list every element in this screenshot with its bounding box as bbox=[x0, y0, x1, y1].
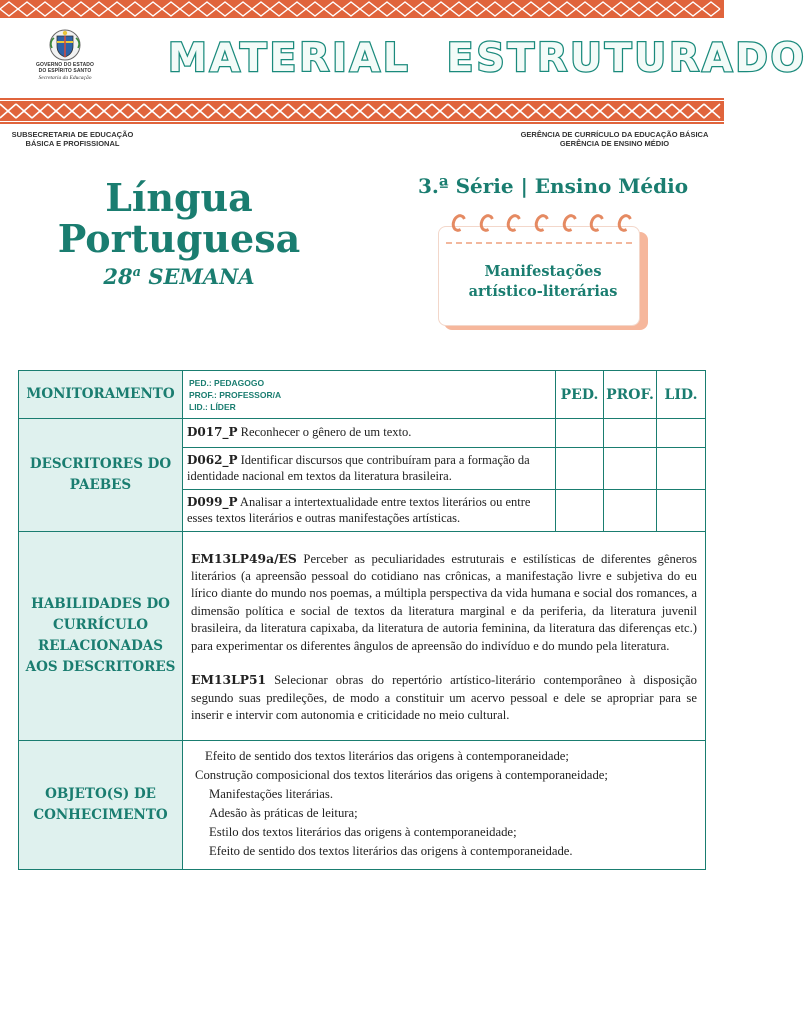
gerencia-line-2: GERÊNCIA DE ENSINO MÉDIO bbox=[559, 139, 670, 148]
habilidades-row bbox=[19, 532, 706, 741]
curriculum-table bbox=[18, 370, 706, 870]
gerencia-line-1: GERÊNCIA DE CURRÍCULO DA EDUCAÇÃO BÁSICA bbox=[520, 130, 709, 139]
topic-line-1: Manifestações bbox=[484, 263, 602, 280]
week-number: 28 bbox=[103, 264, 133, 289]
habilidade-code: EM13LP49a/ES bbox=[191, 550, 297, 566]
subject-title bbox=[54, 175, 304, 289]
spiral-ring-icon bbox=[615, 212, 634, 234]
descritor-text: Identificar discursos que contribuíram para a formação da identidade nacional em textos da literatura brasileira. bbox=[187, 453, 530, 483]
habilidades-label: HABILIDADES DO CURRÍCULO RELACIONADAS AOS DESCRITORES bbox=[19, 532, 183, 741]
objetos-cell bbox=[183, 741, 706, 870]
legend-prof: PROF.: PROFESSOR/A bbox=[189, 389, 282, 400]
objeto-item: Efeito de sentido dos textos literários das origens à contemporaneidade. bbox=[209, 844, 573, 858]
logo-text-line-1: GOVERNO DO ESTADO bbox=[35, 62, 94, 68]
notebook-perforation-line bbox=[446, 242, 632, 244]
monitoramento-legend bbox=[183, 371, 556, 419]
descritor-code: D099_P bbox=[187, 495, 238, 509]
descritor-cell bbox=[183, 448, 556, 490]
spiral-ring-icon bbox=[588, 212, 607, 234]
banner-word-material: MATERIAL bbox=[168, 36, 411, 81]
monitoramento-label: MONITORAMENTO bbox=[19, 371, 183, 419]
objeto-item: Efeito de sentido dos textos literários das origens à contemporaneidade; bbox=[205, 749, 569, 763]
descritor-text: Analisar a intertextualidade entre textos literários ou entre esses textos literários e outras manifestações artísticas. bbox=[187, 495, 531, 525]
topic-text bbox=[438, 262, 648, 302]
column-ped: PED. bbox=[556, 371, 604, 419]
subsecretaria-label bbox=[10, 130, 135, 148]
check-prof-cell[interactable] bbox=[604, 419, 657, 448]
descritor-cell bbox=[183, 490, 556, 532]
top-decorative-band bbox=[0, 0, 724, 18]
coat-of-arms-icon bbox=[48, 28, 82, 62]
descritor-cell bbox=[183, 419, 556, 448]
check-ped-cell[interactable] bbox=[556, 448, 604, 490]
subsecretaria-line-2: BÁSICA E PROFISSIONAL bbox=[25, 139, 120, 148]
spiral-ring-icon bbox=[560, 212, 579, 234]
descritor-row bbox=[19, 419, 706, 448]
habilidade-code: EM13LP51 bbox=[191, 672, 267, 688]
check-lid-cell[interactable] bbox=[657, 490, 706, 532]
objeto-item: Manifestações literárias. bbox=[209, 787, 334, 801]
descritores-label: DESCRITORES DO PAEBES bbox=[19, 419, 183, 532]
spiral-ring-icon bbox=[505, 212, 524, 234]
column-lid: LID. bbox=[657, 371, 706, 419]
habilidade-text: Selecionar obras do repertório artístico-literário contemporâneo à disposição segundo suas predileções, de modo a constituir um acervo pessoal e dele se apropriar para se inserir e intervir com autonomia e criticidade no meio cultural. bbox=[191, 673, 697, 722]
gerencia-label bbox=[517, 130, 712, 148]
spiral-ring-icon bbox=[532, 212, 551, 234]
topic-line-2: artístico-literárias bbox=[468, 283, 618, 300]
check-prof-cell[interactable] bbox=[604, 448, 657, 490]
check-prof-cell[interactable] bbox=[604, 490, 657, 532]
monitoramento-row bbox=[19, 371, 706, 419]
objetos-row bbox=[19, 741, 706, 870]
state-government-logo bbox=[30, 28, 100, 92]
check-ped-cell[interactable] bbox=[556, 490, 604, 532]
legend-lid: LID.: LÍDER bbox=[189, 401, 236, 412]
check-lid-cell[interactable] bbox=[657, 448, 706, 490]
logo-subtitle: Secretaria da Educação bbox=[38, 75, 92, 81]
logo-text-line-2: DO ESPÍRITO SANTO bbox=[38, 68, 92, 74]
subject-line-1: Língua bbox=[105, 175, 253, 220]
notebook-rings bbox=[452, 214, 632, 238]
serie-label: 3.ª Série | Ensino Médio bbox=[418, 174, 689, 198]
descritor-code: D017_P bbox=[187, 425, 238, 440]
descritor-text: Reconhecer o gênero de um texto. bbox=[240, 425, 412, 440]
check-ped-cell[interactable] bbox=[556, 419, 604, 448]
objeto-item: Adesão às práticas de leitura; bbox=[209, 806, 358, 820]
column-prof: PROF. bbox=[604, 371, 657, 419]
topic-notebook-card bbox=[438, 214, 648, 330]
week-label bbox=[54, 264, 304, 289]
legend-ped: PED.: PEDAGOGO bbox=[189, 377, 265, 388]
banner-title bbox=[168, 36, 807, 81]
middle-decorative-band bbox=[0, 98, 724, 124]
banner-word-estruturado: ESTRUTURADO bbox=[446, 36, 807, 81]
objetos-label: OBJETO(S) DE CONHECIMENTO bbox=[19, 741, 183, 870]
habilidade-item bbox=[191, 671, 697, 724]
habilidade-item bbox=[191, 550, 697, 655]
week-word: SEMANA bbox=[148, 264, 255, 289]
subsecretaria-line-1: SUBSECRETARIA DE EDUCAÇÃO bbox=[11, 130, 134, 139]
check-lid-cell[interactable] bbox=[657, 419, 706, 448]
spiral-ring-icon bbox=[477, 212, 496, 234]
objeto-item: Construção composicional dos textos literários das origens à contemporaneidade; bbox=[195, 768, 608, 782]
habilidades-cell bbox=[183, 532, 706, 741]
spiral-ring-icon bbox=[449, 212, 468, 234]
week-suffix: a bbox=[132, 265, 142, 280]
habilidade-text: Perceber as peculiaridades estruturais e estilísticas de diferentes gêneros literários (a apreensão pessoal do cotidiano nas crônicas, a manifestação livre e subjetiva do eu lírico diante do mundo nos poemas, a múltipla perspectiva da vida humana e social dos romances, a dimensão política e social de textos da literatura marginal e da periferia, da literatura juvenil brasileira, da literatura capixaba, da literatura de autoria feminina, da literatura das diferenças etc.) para experimentar os diferentes ângulos de apreensão do indivíduo e do mundo pela literatura. bbox=[191, 551, 697, 653]
objeto-item: Estilo dos textos literários das origens à contemporaneidade; bbox=[209, 825, 517, 839]
descritor-code: D062_P bbox=[187, 453, 238, 467]
subject-line-2: Portuguesa bbox=[57, 216, 301, 261]
